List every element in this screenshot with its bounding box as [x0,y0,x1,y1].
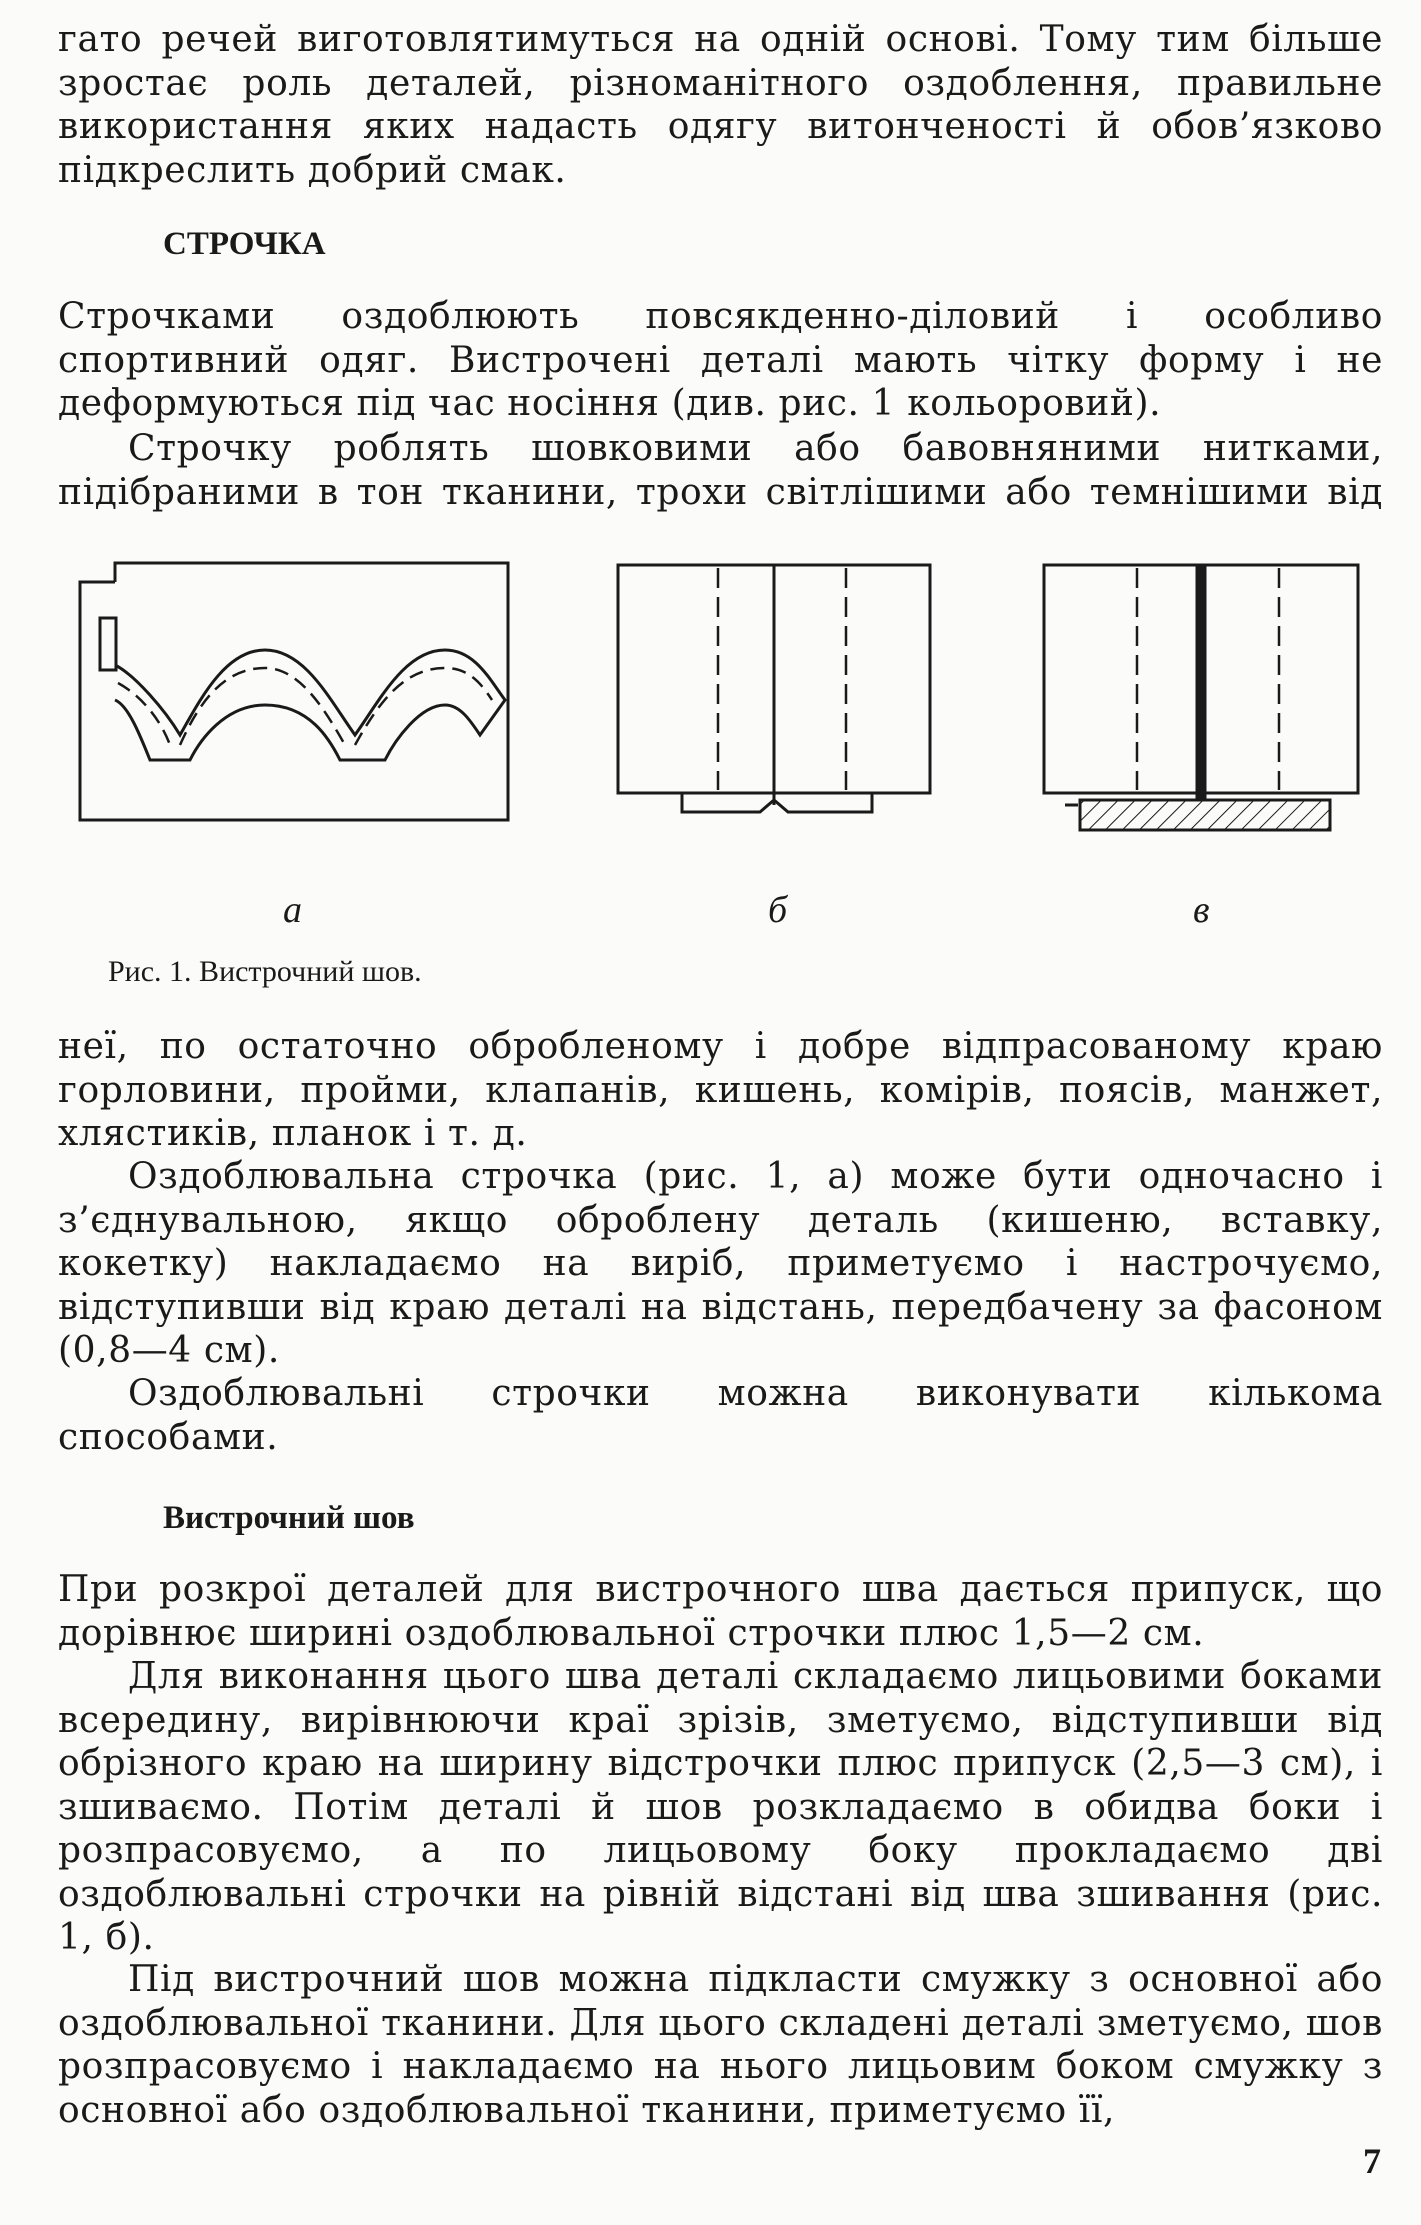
diagram-a-topstitched-yoke [80,563,508,820]
paragraph-8: Для виконання цього шва деталі складаємо лицьовими боками всередину, вирівнюючи краї зрізів, зметуємо, відступивши від обрізного краю на ширину відстрочки плюс припуск (2,5—3 см), і зшиваємо. Потім деталі й шов розкладаємо в обидва боки і розпрасовуємо, а по лицьовому боку прокладаємо дві оздоблювальні строчки на рівній відстані від шва зшивання (рис. 1, б). [58,1656,1383,1958]
paragraph-2: Строчками оздоблюють повсякденно-діловий і особливо спортивний одяг. Вистрочені деталі мають чітку форму і не деформуються під час носіння (див. рис. 1 кольоровий). [58,296,1383,424]
paragraph-4: неї, по остаточно обробленому і добре відпрасованому краю горловини, пройми, клапанів, кишень, комірів, поясів, манжет, хлястиків, планок і т. д. [58,1026,1383,1154]
page-number: 7 [1363,2141,1381,2181]
paragraph-1: гато речей виготовлятимуться на одній основі. Тому тим більше зростає роль деталей, різноманітного оздоблення, правильне використання яких надасть одягу витонченості й обов’язково підкреслить добрий смак. [58,19,1383,191]
diagram-b-open-seam [618,565,930,812]
paragraph-7: При розкрої деталей для вистрочного шва дається припуск, що дорівнює ширині оздоблювальної строчки плюс 1,5—2 см. [58,1569,1383,1654]
paragraph-5: Оздоблювальна строчка (рис. 1, а) може бути одночасно і з’єднувальною, якщо оброблену деталь (кишеню, вставку, кокетку) накладаємо на виріб, приметуємо і настрочуємо, відступивши від краю деталі на відстань, передбачену за фасоном (0,8—4 см). [58,1156,1383,1371]
figure-caption: Рис. 1. Вистрочний шов. [108,955,422,988]
paragraph-3: Строчку роблять шовковими або бавовняними нитками, підібраними в тон тканини, трохи світлішими або темнішими від [58,428,1383,513]
figure-label-b: б [768,889,788,931]
figure-1 [0,0,1421,1000]
heading-strochka: СТРОЧКА [163,226,326,262]
heading-vystrochnyi-shov: Вистрочний шов [163,1500,415,1536]
paragraph-9: Під вистрочний шов можна підкласти смужку з основної або оздоблювальної тканини. Для цього складені деталі зметуємо, шов розпрасовуємо і накладаємо на нього лицьовим боком смужку з основної або оздоблювальної тканини, приметуємо її, [58,1959,1383,2131]
diagram-c-seam-with-strip [1044,565,1358,830]
figure-label-c: в [1193,889,1210,931]
paragraph-6: Оздоблювальні строчки можна виконувати кількома способами. [58,1373,1383,1458]
figure-label-a: а [283,889,302,931]
